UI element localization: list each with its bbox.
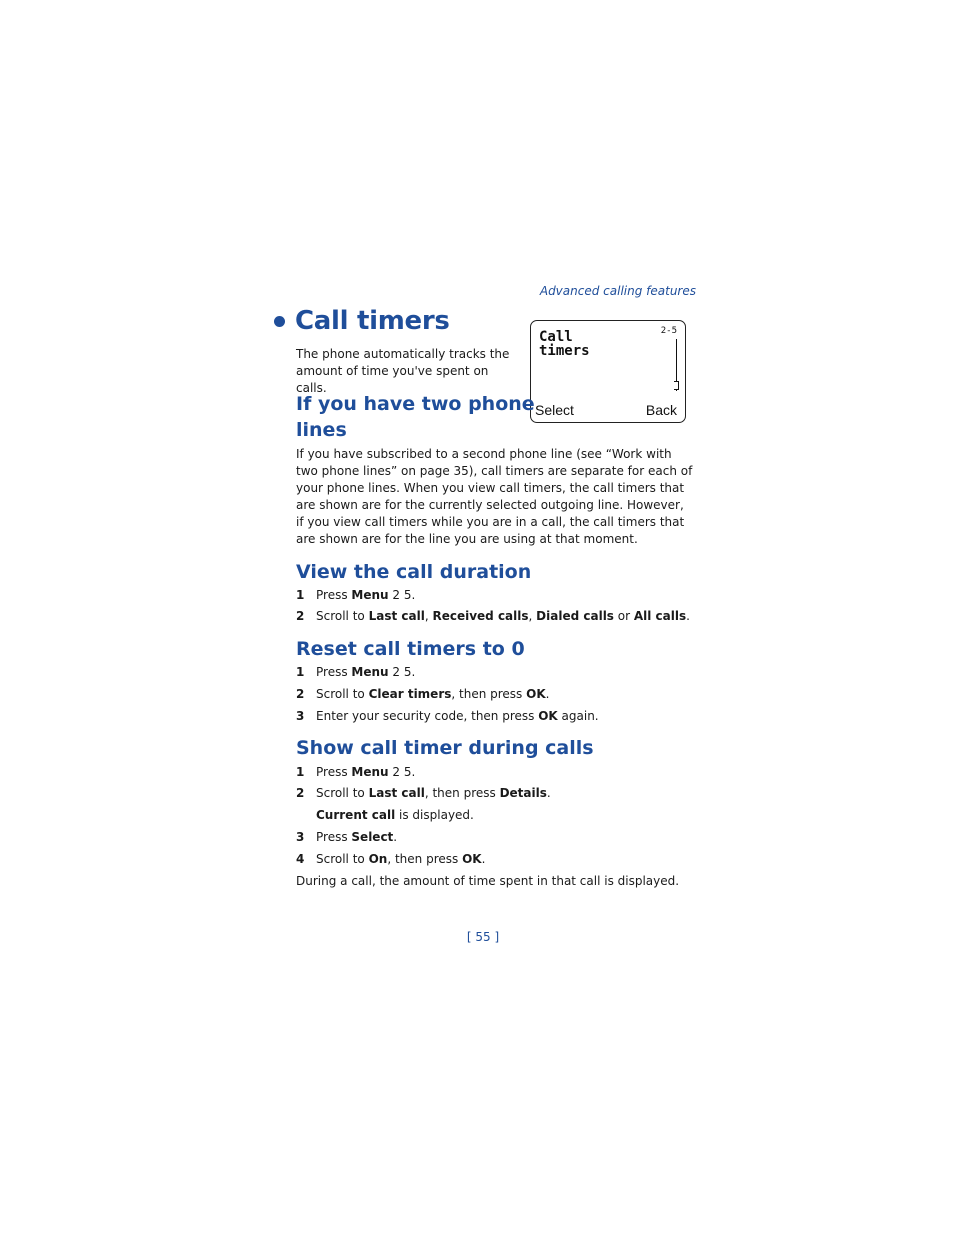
list-item: 1 Press Menu 2 5. [296, 665, 416, 679]
phone-screen-title-line1: Call [539, 329, 573, 345]
heading-two-phone-lines [296, 391, 535, 443]
list-item: 4 Scroll to On, then press OK. [296, 852, 486, 866]
intro-paragraph: The phone automatically tracks the amount of time you've spent on calls. [296, 347, 510, 395]
heading-two-phone-lines-line1: If you have two phone [296, 393, 535, 415]
list-item: 3 Enter your security code, then press OK again. [296, 709, 599, 723]
menu-position-counter: 2-5 [660, 326, 677, 336]
bullet-icon [274, 316, 285, 327]
heading-show-call-timer: Show call timer during calls [296, 737, 594, 759]
phone-screen-title [539, 330, 649, 358]
heading-view-call-duration: View the call duration [296, 561, 532, 583]
right-softkey-label: Back [645, 402, 677, 418]
list-item-note: Current call is displayed. [316, 808, 474, 822]
list-item: 1 Press Menu 2 5. [296, 588, 416, 602]
two-lines-paragraph: If you have subscribed to a second phone line (see “Work with two phone lines” on page 35), call timers are separate for each of your phone lines. When you view call timers, the call timers that are shown are for the currently selected outgoing line. However, if you view call timers while you are in a call, the call timers that are shown are for the line you are using at that moment. [296, 447, 693, 546]
list-item: 2 Scroll to Last call, then press Details. [296, 786, 551, 800]
heading-reset-call-timers: Reset call timers to 0 [296, 638, 525, 660]
page-title: Call timers [295, 306, 450, 336]
phone-screen-title-line2: timers [539, 343, 590, 359]
show-timer-steps [296, 764, 696, 868]
list-item: 2 Scroll to Last call, Received calls, Dialed calls or All calls. [296, 609, 690, 623]
view-duration-steps [296, 587, 696, 625]
section-title-row [274, 306, 450, 336]
running-header: Advanced calling features [539, 284, 696, 298]
left-softkey-label: Select [535, 402, 574, 418]
closing-paragraph: During a call, the amount of time spent in that call is displayed. [296, 874, 680, 888]
reset-timers-steps [296, 664, 696, 725]
scrollbar-thumb [674, 381, 679, 390]
phone-screen-illustration [530, 320, 686, 423]
list-item: 1 Press Menu 2 5. [296, 765, 416, 779]
list-item: 3 Press Select. [296, 830, 398, 844]
heading-two-phone-lines-line2: lines [296, 419, 347, 441]
page-number: [ 55 ] [466, 930, 500, 944]
list-item: 2 Scroll to Clear timers, then press OK. [296, 687, 550, 701]
